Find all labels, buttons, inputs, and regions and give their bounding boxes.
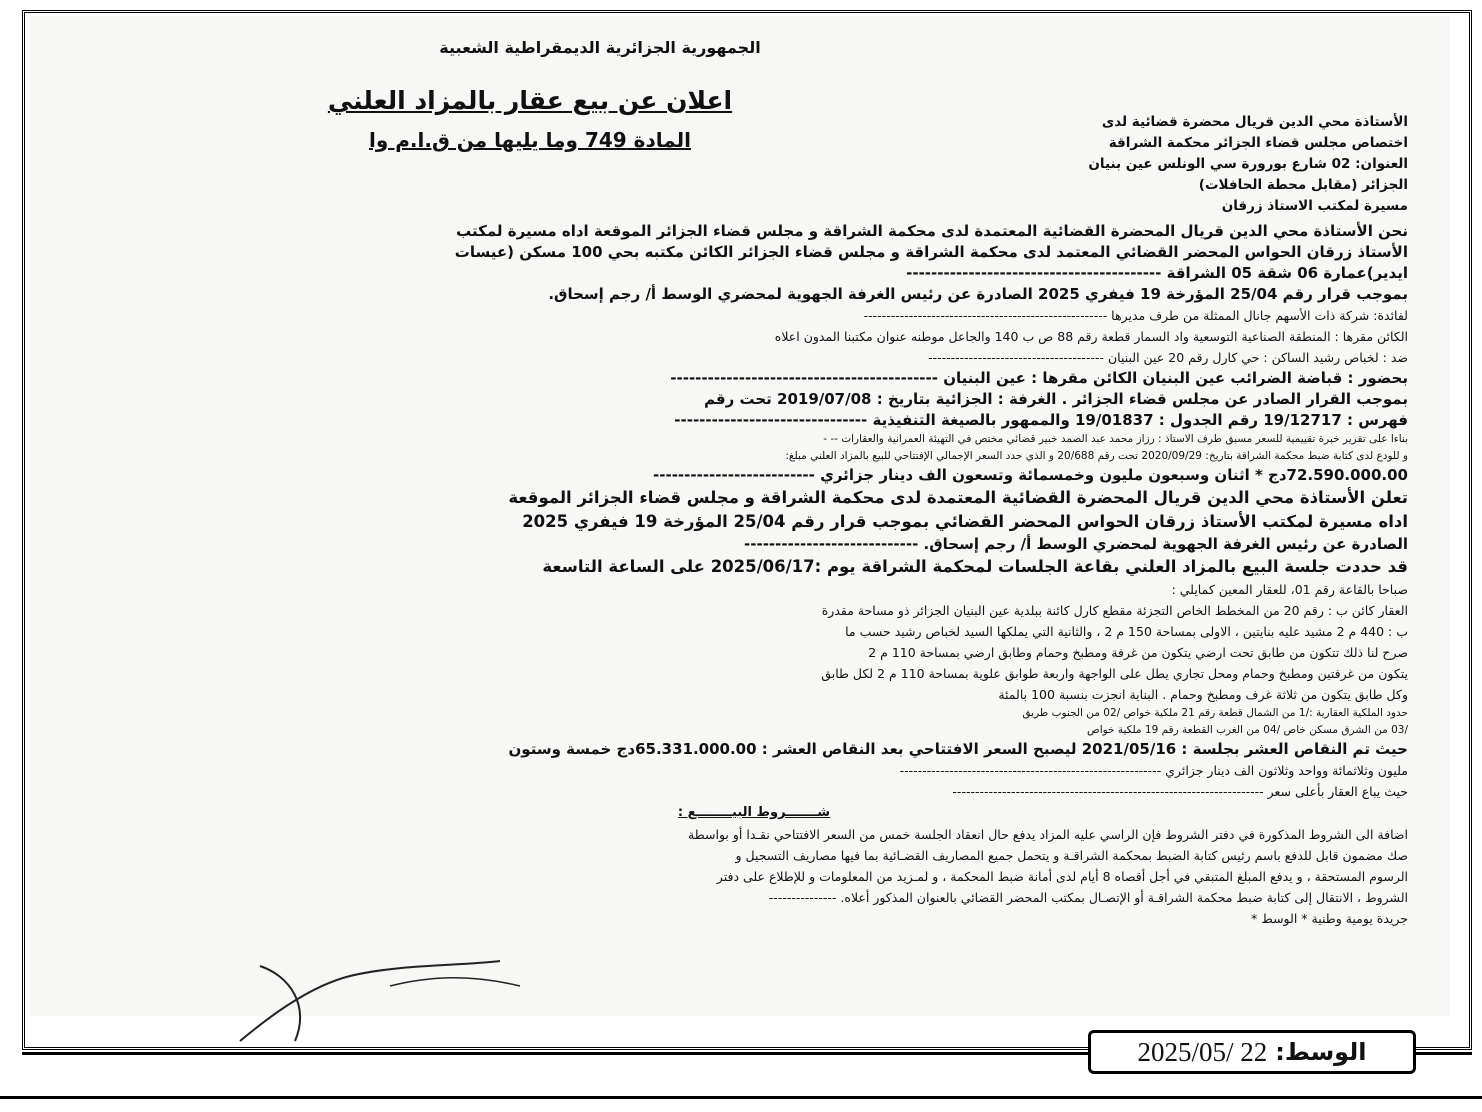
announcement-scan	[30, 16, 1450, 1016]
handwritten-signature	[200, 946, 530, 1046]
body-line: ضد : لخباص رشيد الساكن : حي كارل رقم 20 عين البنيان ---------------------------------------	[928, 350, 1408, 365]
announcement-body	[100, 221, 1408, 929]
body-line: اداه مسيرة لمكتب الأستاذ زرقان الحواس المحضر القضائي بموجب قرار رقم 25/04 المؤرخة 19 فيفري 2025	[522, 512, 1408, 531]
body-line: مليون وثلاثمائة وواحد وثلاثون الف دينار جزائري ----------------------------------------------------------	[899, 763, 1408, 778]
body-line: بموجب قرار رقم 25/04 المؤرخة 19 فيفري 2025 الصادرة عن رئيس الغرفة الجهوية لمحضري الوسط أ/ رجم إسحاق.	[548, 285, 1408, 303]
page-separator	[0, 1096, 1482, 1099]
sender-line: العنوان: 02 شارع بورورة سي الونلس عين بنيان	[1088, 156, 1408, 172]
condition-line: الشروط ، الانتقال إلى كتابة ضبط محكمة الشراقـة أو الإتصـال بمكتب المحضر القضائي بالعنوان المذكور أعلاه. ---------------	[768, 890, 1408, 905]
body-line: يتكون من غرفتين ومطبخ وحمام ومحل تجاري يطل على الواجهة واربعة طوابق علوية بمساحة 110 م 2 لكل طابق	[821, 666, 1408, 681]
sender-line: الأستاذة محي الدين قريال محضرة قضائية لدى	[1101, 114, 1408, 130]
publication-date-box	[1088, 1030, 1416, 1074]
condition-line: صك مضمون قابل للدفع باسم رئيس كتابة الضبط بمحكمة الشراقـة و يتحمل جميع المصاريف القضـائية بما فيها مصاريف التسجيل و	[735, 848, 1408, 863]
body-line: الأستاذ زرقان الحواس المحضر القضائي المعتمد لدى محكمة الشراقة و مجلس قضاء الجزائر الكائن مكتبه بحي 100 مسكن (عيسات	[454, 243, 1408, 261]
republic-header: الجمهورية الجزائرية الديمقراطية الشعبية	[439, 38, 761, 57]
body-line: وكل طابق يتكون من ثلاثة غرف ومطبخ وحمام . البناية انجزت بنسبة 100 بالمئة	[998, 687, 1408, 702]
frame-bottom-rule	[22, 1052, 1088, 1055]
sender-line: مسيرة لمكتب الاستاذ زرقان	[1221, 198, 1408, 214]
body-line: /03 من الشرق مسكن خاص /04 من الغرب القطعة رقم 19 ملكية خواص	[1087, 724, 1408, 736]
body-line: العقار كائن ب : رقم 20 من المخطط الخاص التجزئة مقطع كارل كائنة ببلدية عين البنيان الجزائر ذو مساحة مقدرة	[821, 603, 1408, 618]
body-line: فهرس : 19/12717 رقم الجدول : 19/01837 والممهور بالصيغة التنفيذية -------------------------------	[674, 411, 1408, 429]
body-line: بحضور : قباضة الضرائب عين البنيان الكائن مقرها : عين البنيان -------------------------------------------	[670, 369, 1408, 387]
condition-line: جريدة يومية وطنية * الوسط *	[1251, 911, 1408, 926]
body-line: ايدير)عمارة 06 شقة 05 الشراقة -----------------------------------------	[906, 264, 1408, 282]
condition-line: الرسوم المستحقة ، و يدفع المبلغ المتبقي في أجل أقصاه 8 أيام لدى أمانة ضبط المحكمة ، و لمـزيد من المعلومات و للإطلاع على دفتر	[716, 869, 1408, 884]
body-line: حدود الملكية العقارية :/1 من الشمال قطعة رقم 21 ملكية خواص /02 من الجنوب طريق	[1022, 707, 1408, 719]
body-line: الكائن مقرها : المنطقة الصناعية التوسعية واد السمار قطعة رقم 88 ص ب 140 والجاعل موطنه عنوان مكتبنا المدون اعلاه	[774, 329, 1408, 344]
body-line: لفائدة: شركة ذات الأسهم جانال الممثلة من طرف مديرها ------------------------------------------------------	[863, 308, 1408, 323]
body-line: صرح لنا ذلك تتكون من طابق تحت ارضي يتكون من غرفة ومطبخ وحمام وطابق ارضي بمساحة 110 م 2	[868, 645, 1408, 660]
conditions-title: شـــــــروط البيــــــــع :	[677, 805, 831, 820]
body-line: و للودع لدى كتابة ضبط محكمة الشراقة بتاريخ: 2020/09/29 تحت رقم 20/688 و الذي حدد السعر الإجمالي الإفتتاحي للبيع بالمزاد العلني مبلغ:	[785, 450, 1408, 462]
body-line: قد حددت جلسة البيع بالمزاد العلني بقاعة الجلسات لمحكمة الشراقة يوم :2025/06/17 على الساعة التاسعة	[542, 557, 1408, 576]
body-line: الصادرة عن رئيس الغرفة الجهوية لمحضري الوسط أ/ رجم إسحاق. ----------------------------	[744, 535, 1408, 553]
article-subtitle: المادة 749 وما يليها من ق.ا.م وا	[368, 128, 692, 152]
newspaper-label: الوسط:	[1275, 1038, 1367, 1066]
body-line: بموجب القرار الصادر عن مجلس قضاء الجزائر . الغرفة : الجزائية بتاريخ : 2019/07/08 تحت رقم	[704, 390, 1408, 408]
body-line: صباحا بالقاعة رقم 01، للعقار المعين كمايلي :	[1171, 582, 1408, 597]
body-line: نحن الأستاذة محي الدين قريال المحضرة القضائية المعتمدة لدى محكمة الشراقة و مجلس قضاء الجزائر الموقعة اداه مسيرة لمكتب	[456, 222, 1408, 240]
sender-block	[878, 112, 1408, 217]
body-line: تعلن الأستاذة محي الدين قريال المحضرة القضائية المعتمدة لدى محكمة الشراقة و مجلس قضاء الجزائر الموقعة	[508, 488, 1408, 507]
body-line: حيث تم النقاص العشر بجلسة : 2021/05/16 ليصبح السعر الافتتاحي بعد النقاص العشر : 65.331.000.00دج خمسة وستون	[508, 740, 1408, 758]
body-line: 72.590.000.00دج * اثنان وسبعون مليون وخمسمائة وتسعون الف دينار جزائري --------------------------	[653, 466, 1408, 484]
sender-line: الجزائر (مقابل محطة الحافلات)	[1198, 177, 1408, 193]
body-line: بناءا على تقرير خبرة تقييمية للسعر مسبق طرف الاستاذ : رزاز محمد عبد الصمد خبير قضائي مختص في التهيئة العمرانية والعقارات -- -	[823, 433, 1408, 445]
body-line: ب : 440 م 2 مشيد عليه بنايتين ، الاولى بمساحة 150 م 2 ، والثانية التي يملكها السيد لخباص رشيد حسب ما	[845, 624, 1408, 639]
body-line: حيث يباع العقار بأعلى سعر ---------------------------------------------------------------------	[952, 784, 1408, 799]
condition-line: اضافة الى الشروط المذكورة في دفتر الشروط فإن الراسي عليه المزاد يدفع حال انعقاد الجلسة خمس من السعر الافتتاحي نقـدا أو بواسطة	[688, 827, 1408, 842]
frame-bottom-rule	[1416, 1052, 1472, 1055]
publication-date: 2025/05/ 22	[1137, 1036, 1268, 1067]
sender-line: اختصاص مجلس قضاء الجزائر محكمة الشراقة	[1108, 135, 1408, 151]
announcement-title: اعلان عن بيع عقار بالمزاد العلني	[327, 86, 733, 115]
